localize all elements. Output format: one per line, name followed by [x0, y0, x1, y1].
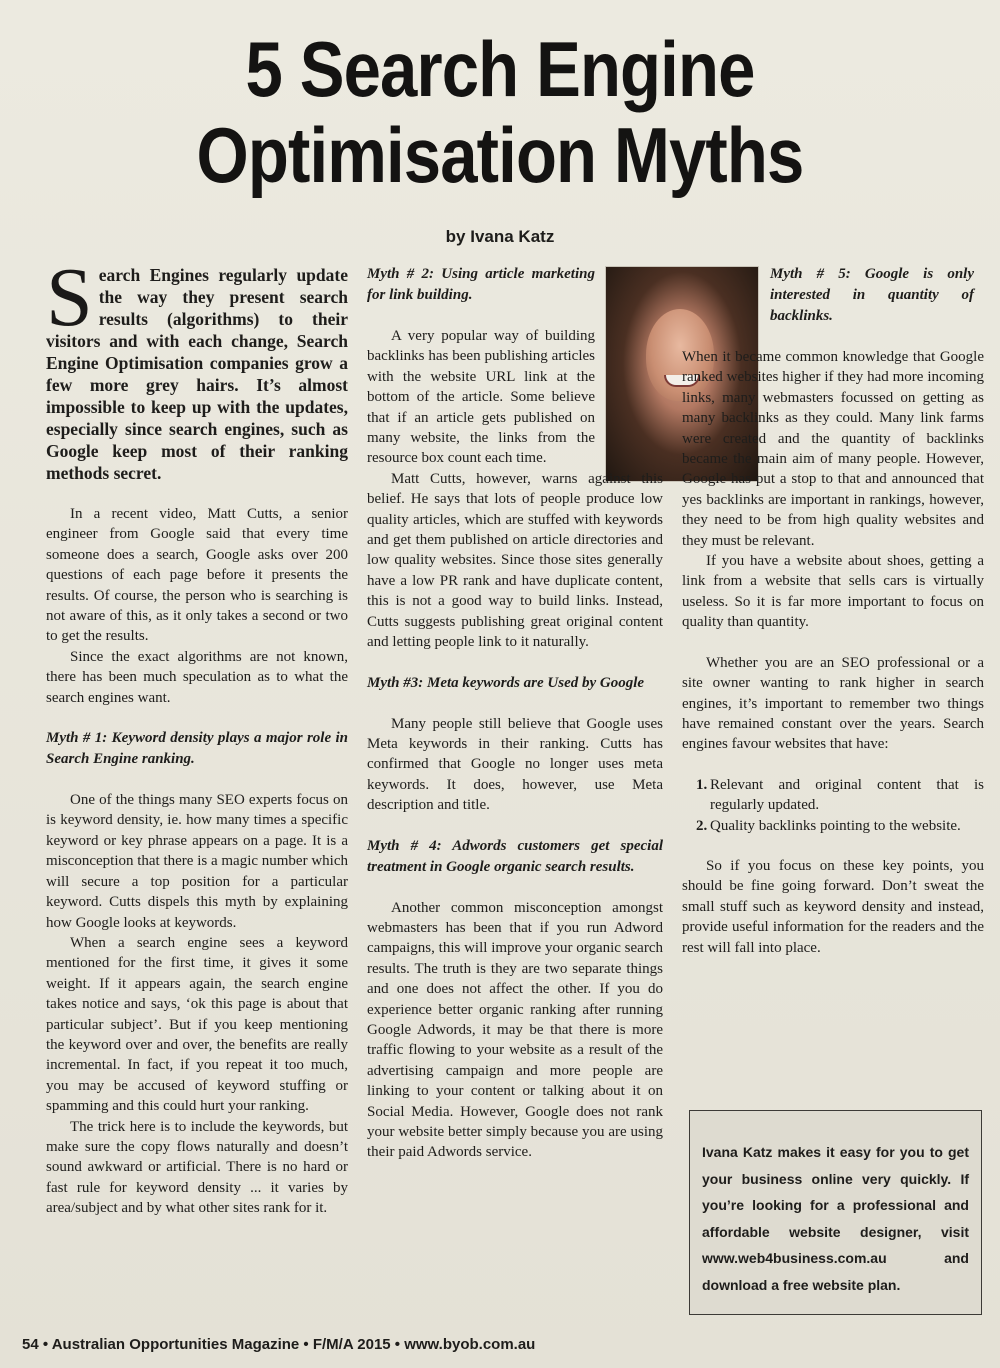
myth-3-heading: Myth #3: Meta keywords are Used by Google	[367, 674, 645, 691]
intro-text: earch Engines regularly update the way they present search results (algorithms) to their visitors and with each change, Search Engine Optimisation companies grow a few more grey hairs. It’s almost impossible to keep up with the updates, especially since search engines, such as Google keep most of their ranking methods secret.	[46, 265, 348, 483]
title-line-1: 5 Search Engine	[245, 25, 755, 113]
col2-paragraph-1: A very popular way of building backlinks has been publishing articles with the website URL link at the bottom of the article. Some believe that if an article gets published on many website, the links from the resource box count each time.	[367, 328, 595, 467]
column-2	[367, 264, 663, 1163]
list-item: 2. Quality backlinks pointing to the website.	[696, 817, 961, 834]
list-item: 1. Relevant and original content that is regularly updated.	[696, 776, 984, 814]
col1-paragraph-4: When a search engine sees a keyword mentioned for the first time, it gives it some weight. If it appears again, the search engine takes notice and says, ‘ok this page is about that particular subject’. But if you keep mentioning the keyword over and over, the benefits are really incremental. In fact, if you repeat it too much, you may be accused of keyword stuffing or spamming and this could hurt your ranking.	[46, 934, 348, 1115]
intro-paragraph	[46, 251, 348, 484]
col1-paragraph-5: The trick here is to include the keywords, but make sure the copy flows naturally and doesn’t sound awkward or artificial. There is no hard or fast rule for keyword density ... it varies by area/subject and by what other sites rank for it.	[46, 1118, 348, 1217]
col3-paragraph-3: Whether you are an SEO professional or a site owner wanting to rank higher in search engines, it’s important to remember two things have remained constant over the years. Search engines favour websites that have:	[682, 654, 984, 753]
col3-paragraph-4: So if you focus on these key points, you should be fine going forward. Don’t sweat the small stuff such as keyword density and instead, provide useful information for the readers and the rest will fall into place.	[682, 857, 984, 956]
myth-4-heading: Myth # 4: Adwords customers get special treatment in Google organic search results.	[367, 837, 663, 875]
favoured-list	[682, 775, 984, 836]
byline: by Ivana Katz	[445, 227, 555, 246]
title-line-2: Optimisation Myths	[196, 111, 804, 199]
col2-paragraph-4: Another common misconception amongst webmasters has been that if you run Adword campaigns, this will improve your organic search results. The truth is they are two separate things and one does not affect the other. If you do experience better organic ranking after running Google Adwords, it may be that there is more traffic flowing to your website as a result of the advertising campaign and more people are linking to your content or talking about it on Social Media. However, Google does not rank your website better simply because you are using their paid Adwords service.	[367, 899, 663, 1161]
col1-paragraph-1: In a recent video, Matt Cutts, a senior engineer from Google said that every time someone does a search, Google asks over 200 questions of each page before it presents the results. Of course, the person who is searching is not aware of this, as it only takes a second or two to get the results.	[46, 506, 348, 645]
column-1	[46, 251, 348, 1219]
col2-paragraph-2: Matt Cutts, however, warns against this belief. He says that lots of people produce low quality articles, which are stuffed with keywords and get them published on article directories and low quality websites. Since those sites generally have a low PR rank and have duplicate content, this is not a good way to build links. Instead, Cutts suggests publishing great original content and letting people link to it naturally.	[367, 470, 663, 651]
col3-paragraph-1: When it became common knowledge that Google ranked websites higher if they had more incoming links, many webmasters focussed on getting as many backlinks as they could. Many link farms were created and the quantity of backlinks became the main aim of many people. However, Google has put a stop to that and announced that yes backlinks are important in rankings, however, they need to be from high quality websites and they must be relevant.	[682, 349, 984, 549]
myth-5-heading: Myth # 5: Google is only interested in quantity of backlinks.	[770, 266, 974, 324]
col1-paragraph-3: One of the things many SEO experts focus on is keyword density, ie. how many times a specific keyword or key phrase appears on a page. It is a misconception that there is a magic number which will secure a top position for a particular keyword. Cutts dispels this myth by explaining how Google looks at keywords.	[46, 792, 348, 931]
author-promo-box	[689, 1110, 982, 1315]
column-3	[682, 264, 984, 958]
col2-paragraph-3: Many people still believe that Google uses Meta keywords in their ranking. Cutts has confirmed that Google no longer uses meta keywords. It does, however, use Meta description and title.	[367, 715, 663, 814]
drop-cap: S	[46, 251, 93, 344]
myth-2-heading: Myth # 2: Using article marketing for link building.	[367, 266, 595, 303]
article-title	[70, 26, 930, 198]
page-footer: 54 • Australian Opportunities Magazine • F/M/A 2015 • www.byob.com.au	[22, 1336, 536, 1353]
myth-1-heading: Myth # 1: Keyword density plays a major role in Search Engine ranking.	[46, 730, 348, 768]
promo-text: Ivana Katz makes it easy for you to get your business online very quickly. If you’re looking for a professional and affordable website designer, visit www.web4business.com.au and download a free website plan.	[702, 1144, 969, 1293]
col1-paragraph-2: Since the exact algorithms are not known, there has been much speculation as to what the search engines want.	[46, 648, 348, 706]
col3-paragraph-2: If you have a website about shoes, getting a link from a website that sells cars is virtually useless. So it is far more important to focus on quality than quantity.	[682, 553, 984, 631]
